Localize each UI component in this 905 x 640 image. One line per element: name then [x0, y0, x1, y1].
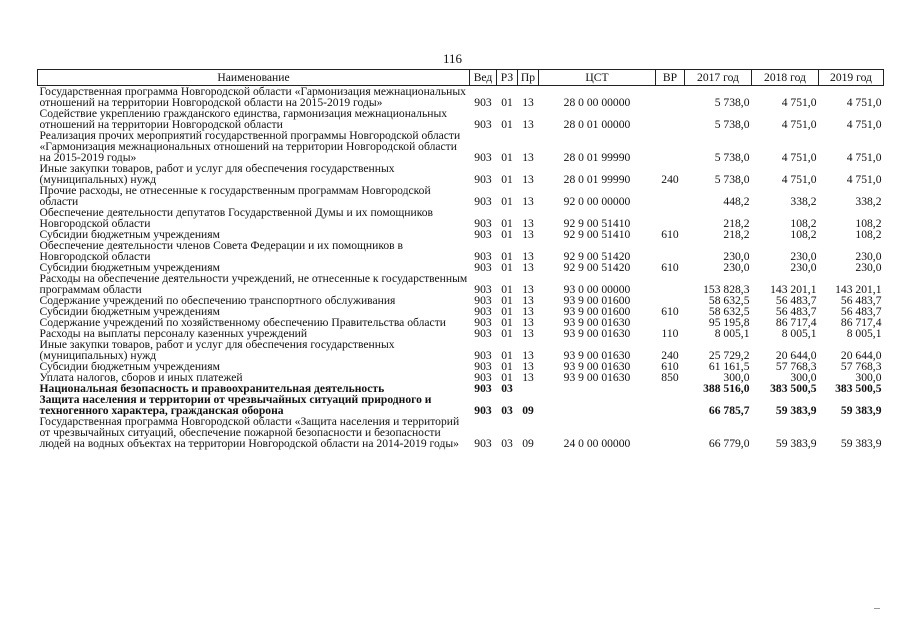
cell-ved: 903 [474, 118, 492, 131]
cell-cst: 93 9 00 01600 [563, 294, 631, 307]
table-row [38, 130, 884, 163]
table-header-row [38, 70, 884, 86]
cell-rz: 01 [501, 327, 513, 340]
cell-rz: 01 [501, 151, 513, 164]
cell-y2018: 383 500,5 [770, 382, 817, 395]
table-row [38, 207, 884, 229]
cell-y2017: 66 785,7 [708, 404, 750, 417]
cell-pr: 13 [522, 316, 534, 329]
cell-y2017: 388 516,0 [703, 382, 750, 395]
cell-y2017: 153 828,3 [703, 283, 750, 296]
cell-ved: 903 [474, 371, 492, 384]
cell-rz: 01 [501, 283, 513, 296]
cell-name: Расходы на выплаты персоналу казенных учреждений [39, 327, 308, 340]
cell-ved: 903 [474, 173, 492, 186]
cell-name: Содержание учреждений по хозяйственному обеспечению Правительства области [39, 316, 446, 329]
cell-name: Содержание учреждений по обеспечению транспортного обслуживания [39, 294, 396, 307]
cell-cst: 93 9 00 01630 [563, 371, 631, 384]
cell-vr: 610 [661, 360, 679, 373]
cell-y2018: 86 717,4 [775, 316, 817, 329]
cell-pr: 13 [522, 217, 534, 230]
cell-ved: 903 [474, 316, 492, 329]
cell-cst: 93 0 00 00000 [563, 283, 631, 296]
cell-name: Реализация прочих мероприятий государственной программы Новгородской области «Гармонизация межнациональных отношений на территории Новгородской области на 2015-2019 годы» [39, 129, 461, 164]
cell-rz: 01 [501, 294, 513, 307]
cell-y2017: 61 161,5 [708, 360, 750, 373]
cell-y2017: 58 632,5 [708, 294, 750, 307]
cell-y2019: 8 005,1 [846, 327, 882, 340]
cell-y2018: 338,2 [790, 195, 817, 208]
table-row [38, 163, 884, 185]
cell-vr: 610 [661, 261, 679, 274]
cell-y2019: 143 201,1 [835, 283, 882, 296]
cell-cst: 93 9 00 01630 [563, 360, 631, 373]
cell-y2018: 4 751,0 [781, 118, 817, 131]
cell-ved: 903 [474, 217, 492, 230]
cell-name: Иные закупки товаров, работ и услуг для обеспечения государственных (муниципальных) нужд [39, 162, 395, 186]
scan-mark [874, 608, 880, 609]
cell-cst: 92 9 00 51420 [563, 261, 631, 274]
cell-vr [656, 416, 685, 449]
cell-ved: 903 [474, 228, 492, 241]
col-header-2018: 2018 год [752, 70, 819, 86]
cell-y2018: 4 751,0 [781, 173, 817, 186]
cell-rz: 01 [501, 228, 513, 241]
cell-y2018: 57 768,3 [775, 360, 817, 373]
cell-cst: 28 0 01 99990 [563, 151, 631, 164]
cell-y2018: 59 383,9 [775, 437, 817, 450]
col-header-pr: Пр [518, 70, 539, 86]
cell-cst: 92 0 00 00000 [563, 195, 631, 208]
cell-name: Содействие укреплению гражданского единства, гармонизация межнациональных отношений на территории Новгородской области [39, 107, 448, 131]
cell-vr: 240 [661, 173, 679, 186]
cell-pr [518, 383, 539, 394]
cell-rz: 01 [501, 305, 513, 318]
cell-vr [656, 108, 685, 130]
cell-y2019: 383 500,5 [835, 382, 882, 395]
cell-vr: 240 [661, 349, 679, 362]
table-row [38, 185, 884, 207]
cell-y2018: 8 005,1 [781, 327, 817, 340]
cell-cst: 92 9 00 51410 [563, 217, 631, 230]
cell-pr: 13 [522, 360, 534, 373]
cell-y2019: 230,0 [855, 250, 882, 263]
cell-y2019: 338,2 [855, 195, 882, 208]
col-header-2017: 2017 год [685, 70, 752, 86]
cell-y2017: 66 779,0 [708, 437, 750, 450]
cell-name: Субсидии бюджетным учреждениям [39, 360, 220, 373]
cell-y2019: 108,2 [855, 228, 882, 241]
table-row [38, 240, 884, 262]
cell-name: Государственная программа Новгородской области «Гармонизация межнациональных отношений на территории Новгородской области на 2015-2019 годы» [39, 85, 466, 109]
cell-y2018: 230,0 [790, 261, 817, 274]
cell-vr [656, 207, 685, 229]
cell-y2018: 56 483,7 [775, 294, 817, 307]
cell-y2017: 8 005,1 [714, 327, 750, 340]
cell-vr: 850 [661, 371, 679, 384]
cell-y2018: 4 751,0 [781, 96, 817, 109]
cell-rz: 01 [501, 316, 513, 329]
cell-y2017: 230,0 [723, 250, 750, 263]
table-row [38, 339, 884, 361]
cell-cst: 93 9 00 01630 [563, 349, 631, 362]
cell-pr: 13 [522, 151, 534, 164]
cell-pr: 13 [522, 261, 534, 274]
budget-table [37, 69, 884, 449]
cell-pr: 09 [522, 437, 534, 450]
cell-vr [656, 383, 685, 394]
cell-ved: 903 [474, 305, 492, 318]
cell-vr: 610 [661, 228, 679, 241]
cell-name: Обеспечение деятельности депутатов Государственной Думы и их помощников Новгородской области [39, 206, 434, 230]
cell-rz: 01 [501, 118, 513, 131]
cell-rz: 01 [501, 217, 513, 230]
cell-rz: 03 [501, 437, 513, 450]
cell-name: Субсидии бюджетным учреждениям [39, 305, 220, 318]
cell-y2018: 4 751,0 [781, 151, 817, 164]
col-header-vr: ВР [656, 70, 685, 86]
cell-name: Уплата налогов, сборов и иных платежей [39, 371, 243, 384]
cell-cst: 24 0 00 00000 [563, 437, 631, 450]
cell-pr: 13 [522, 96, 534, 109]
cell-pr: 13 [522, 371, 534, 384]
cell-cst: 92 9 00 51420 [563, 250, 631, 263]
cell-y2018: 300,0 [790, 371, 817, 384]
cell-ved: 903 [474, 349, 492, 362]
cell-y2019: 4 751,0 [846, 151, 882, 164]
table-row [38, 108, 884, 130]
col-header-cst: ЦСТ [539, 70, 656, 86]
cell-vr [656, 185, 685, 207]
col-header-name: Наименование [38, 70, 470, 86]
cell-rz: 03 [501, 404, 513, 417]
cell-pr: 13 [522, 349, 534, 362]
cell-vr: 610 [661, 305, 679, 318]
cell-pr: 13 [522, 228, 534, 241]
cell-rz: 01 [501, 349, 513, 362]
cell-ved: 903 [474, 404, 492, 417]
cell-y2018: 59 383,9 [775, 404, 817, 417]
cell-cst: 28 0 01 00000 [563, 118, 631, 131]
cell-y2019: 20 644,0 [840, 349, 882, 362]
cell-name: Субсидии бюджетным учреждениям [39, 228, 220, 241]
cell-vr [656, 86, 685, 109]
cell-y2018: 230,0 [790, 250, 817, 263]
cell-cst [539, 383, 656, 394]
cell-ved: 903 [474, 294, 492, 307]
cell-ved: 903 [474, 261, 492, 274]
col-header-ved: Вед [470, 70, 497, 86]
cell-y2017: 25 729,2 [708, 349, 750, 362]
cell-name: Защита населения и территории от чрезвычайных ситуаций природного и техногенного характера, гражданская оборона [39, 393, 432, 417]
page-number: 116 [442, 51, 463, 66]
cell-pr: 13 [522, 118, 534, 131]
cell-y2019: 56 483,7 [840, 305, 882, 318]
cell-cst: 93 9 00 01630 [563, 316, 631, 329]
cell-cst: 28 0 01 99990 [563, 173, 631, 186]
cell-y2017: 218,2 [723, 228, 750, 241]
cell-vr [656, 394, 685, 416]
cell-ved: 903 [474, 151, 492, 164]
cell-cst: 93 9 00 01630 [563, 327, 631, 340]
cell-name: Субсидии бюджетным учреждениям [39, 261, 220, 274]
cell-y2018: 20 644,0 [775, 349, 817, 362]
cell-y2017: 5 738,0 [714, 118, 750, 131]
cell-rz: 01 [501, 96, 513, 109]
cell-rz: 01 [501, 250, 513, 263]
cell-pr: 13 [522, 283, 534, 296]
cell-pr: 13 [522, 250, 534, 263]
cell-y2018: 108,2 [790, 217, 817, 230]
cell-cst: 93 9 00 01600 [563, 305, 631, 318]
cell-rz: 01 [501, 195, 513, 208]
cell-y2017: 58 632,5 [708, 305, 750, 318]
cell-rz: 01 [501, 360, 513, 373]
cell-y2017: 448,2 [723, 195, 750, 208]
cell-y2019: 230,0 [855, 261, 882, 274]
cell-vr [656, 240, 685, 262]
cell-y2019: 4 751,0 [846, 96, 882, 109]
cell-pr: 13 [522, 305, 534, 318]
cell-y2017: 230,0 [723, 261, 750, 274]
cell-pr: 13 [522, 294, 534, 307]
cell-y2019: 59 383,9 [840, 404, 882, 417]
cell-cst: 28 0 00 00000 [563, 96, 631, 109]
cell-rz: 01 [501, 173, 513, 186]
table-row [38, 86, 884, 109]
cell-vr: 110 [661, 327, 679, 340]
cell-name: Иные закупки товаров, работ и услуг для обеспечения государственных (муниципальных) нужд [39, 338, 395, 362]
cell-name: Государственная программа Новгородской области «Защита населения и территорий от чрезвычайных ситуаций, обеспечение пожарной безопасности и безопасности людей на водных объектах на территории Новгородской области на 2014-2019 годы» [39, 415, 460, 450]
cell-y2017: 300,0 [723, 371, 750, 384]
cell-pr: 13 [522, 173, 534, 186]
cell-pr: 09 [522, 404, 534, 417]
cell-ved: 903 [474, 283, 492, 296]
cell-y2018: 143 201,1 [770, 283, 817, 296]
cell-y2018: 56 483,7 [775, 305, 817, 318]
cell-y2018: 108,2 [790, 228, 817, 241]
cell-y2017: 5 738,0 [714, 96, 750, 109]
cell-y2019: 59 383,9 [840, 437, 882, 450]
cell-y2019: 56 483,7 [840, 294, 882, 307]
cell-cst [539, 394, 656, 416]
cell-ved: 903 [474, 250, 492, 263]
table-row [38, 273, 884, 295]
table-body [38, 86, 884, 450]
cell-name: Обеспечение деятельности членов Совета Федерации и их помощников в Новгородской области [39, 239, 404, 263]
cell-ved: 903 [474, 382, 492, 395]
cell-y2019: 108,2 [855, 217, 882, 230]
cell-rz: 01 [501, 261, 513, 274]
cell-ved: 903 [474, 437, 492, 450]
cell-y2019: 86 717,4 [840, 316, 882, 329]
cell-y2019: 300,0 [855, 371, 882, 384]
cell-y2017: 5 738,0 [714, 173, 750, 186]
cell-y2017: 5 738,0 [714, 151, 750, 164]
cell-cst: 92 9 00 51410 [563, 228, 631, 241]
col-header-2019: 2019 год [819, 70, 884, 86]
table-row [38, 394, 884, 416]
cell-y2017: 218,2 [723, 217, 750, 230]
cell-name: Расходы на обеспечение деятельности учреждений, не отнесенные к государственным программам области [39, 272, 468, 296]
cell-y2019: 4 751,0 [846, 173, 882, 186]
cell-ved: 903 [474, 360, 492, 373]
cell-vr [656, 273, 685, 295]
cell-y2019: 57 768,3 [840, 360, 882, 373]
cell-name: Прочие расходы, не отнесенные к государственным программам Новгородской области [39, 184, 431, 208]
cell-rz: 03 [501, 382, 513, 395]
cell-y2017: 95 195,8 [708, 316, 750, 329]
cell-y2019: 4 751,0 [846, 118, 882, 131]
cell-ved: 903 [474, 327, 492, 340]
cell-name: Национальная безопасность и правоохранительная деятельность [39, 382, 385, 395]
table-row [38, 416, 884, 449]
cell-ved: 903 [474, 195, 492, 208]
cell-rz: 01 [501, 371, 513, 384]
cell-ved: 903 [474, 96, 492, 109]
cell-vr [656, 130, 685, 163]
cell-pr: 13 [522, 195, 534, 208]
cell-pr: 13 [522, 327, 534, 340]
col-header-rz: РЗ [497, 70, 518, 86]
